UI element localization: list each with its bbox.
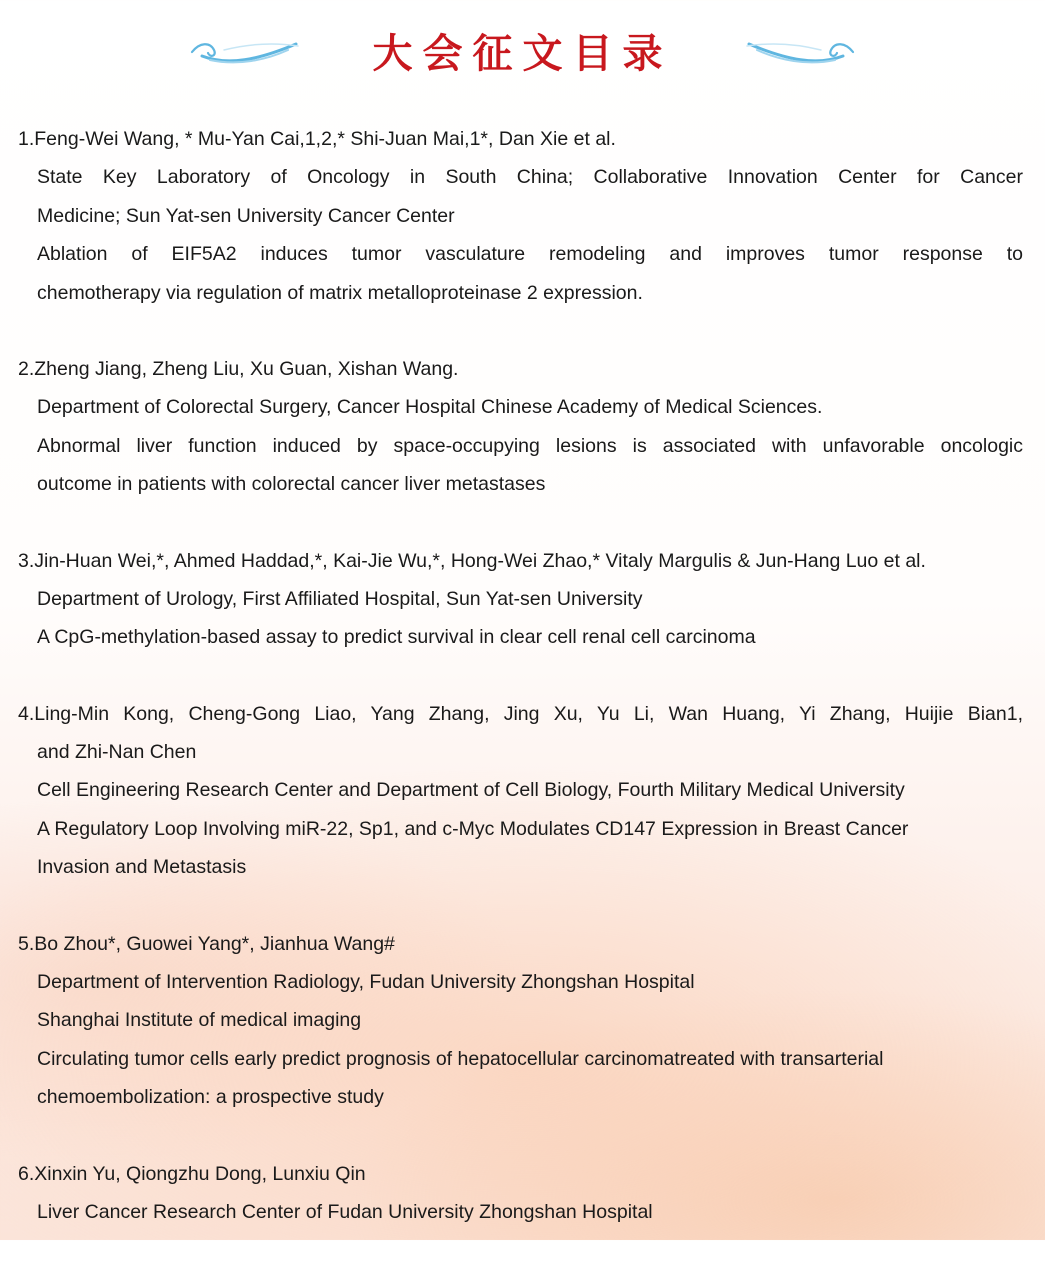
entry-number: 3.: [18, 549, 35, 572]
entry-number: 4.: [18, 702, 35, 725]
entry-authors-text: Zheng Jiang, Zheng Liu, Xu Guan, Xishan Wang.: [34, 357, 459, 380]
page-header: [0, 0, 1045, 110]
entry-number: 1.: [18, 128, 35, 150]
entry-affiliation: Medicine; Sun Yat-sen University Cancer Center: [37, 204, 455, 227]
entry-affiliation: Department of Intervention Radiology, Fudan University Zhongshan Hospital: [37, 971, 695, 994]
abstract-entry-4: [0, 695, 1045, 887]
abstract-list: [0, 120, 1045, 1269]
entry-title: [0, 235, 1045, 273]
entry-affiliation: Shanghai Institute of medical imaging: [37, 1009, 362, 1032]
abstract-entry-1: [0, 120, 1045, 312]
entry-title: Invasion and Metastasis: [37, 856, 247, 879]
entry-affiliation: Department of Colorectal Surgery, Cancer Hospital Chinese Academy of Medical Sciences.: [37, 396, 823, 419]
entry-title: outcome in patients with colorectal cancer liver metastases: [37, 473, 546, 496]
entry-affiliation: Liver Cancer Research Center of Fudan University Zhongshan Hospital: [37, 1200, 653, 1223]
entry-affiliation: Department of Urology, First Affiliated Hospital, Sun Yat-sen University: [37, 587, 643, 610]
entry-number: 2.: [18, 357, 35, 380]
entry-affiliation: Cell Engineering Research Center and Department of Cell Biology, Fourth Military Medical University: [37, 779, 905, 802]
entry-affiliation: [0, 158, 1045, 196]
entry-authors: [0, 542, 1045, 580]
wave-ornament-right-icon: [745, 36, 857, 66]
affiliation-line: State Key Laboratory of Oncology in South China; Collaborative Innovation Center for Cancer: [37, 166, 1023, 189]
entry-authors-cont: and Zhi-Nan Chen: [37, 741, 197, 764]
abstract-entry-2: [0, 350, 1045, 504]
entry-authors: [0, 120, 1045, 158]
entry-authors-text: Ling-Min Kong, Cheng-Gong Liao, Yang Zhang, Jing Xu, Yu Li, Wan Huang, Yi Zhang, Huijie Bian1,: [34, 702, 1023, 725]
entry-title: [0, 427, 1045, 465]
entry-authors-justified: [18, 695, 1023, 733]
entry-title: A CpG-methylation-based assay to predict survival in clear cell renal cell carcinoma: [37, 626, 756, 649]
entry-authors-text: Jin-Huan Wei,*, Ahmed Haddad,*, Kai-Jie Wu,*, Hong-Wei Zhao,* Vitaly Margulis & Jun-Hang Luo et al.: [34, 549, 926, 572]
entry-title: A Regulatory Loop Involving miR-22, Sp1, and c-Myc Modulates CD147 Expression in Breast Cancer: [37, 817, 909, 840]
title-line: Ablation of EIF5A2 induces tumor vasculature remodeling and improves tumor response to: [37, 243, 1023, 266]
entry-title: chemotherapy via regulation of matrix metalloproteinase 2 expression.: [37, 281, 643, 304]
entry-title: Circulating tumor cells early predict prognosis of hepatocellular carcinomatreated with transarterial: [37, 1047, 884, 1070]
entry-title: chemoembolization: a prospective study: [37, 1086, 384, 1109]
entry-authors-text: Xinxin Yu, Qiongzhu Dong, Lunxiu Qin: [34, 1162, 366, 1185]
entry-authors: [0, 1155, 1045, 1193]
entry-number: 6.: [18, 1162, 35, 1185]
entry-number: 5.: [18, 932, 35, 955]
entry-authors-text: Bo Zhou*, Guowei Yang*, Jianhua Wang#: [34, 932, 395, 955]
abstract-entry-6: [0, 1155, 1045, 1232]
entry-authors-text: Feng-Wei Wang, * Mu-Yan Cai,1,2,* Shi-Juan Mai,1*, Dan Xie et al.: [34, 128, 616, 150]
page-title: 大会征文目录: [372, 31, 673, 77]
abstract-entry-5: [0, 925, 1045, 1117]
entry-authors: [0, 695, 1045, 733]
entry-authors: [0, 925, 1045, 963]
title-line: Abnormal liver function induced by space-occupying lesions is associated with unfavorable oncologic: [37, 434, 1023, 457]
entry-authors: [0, 350, 1045, 388]
abstract-entry-3: [0, 542, 1045, 657]
